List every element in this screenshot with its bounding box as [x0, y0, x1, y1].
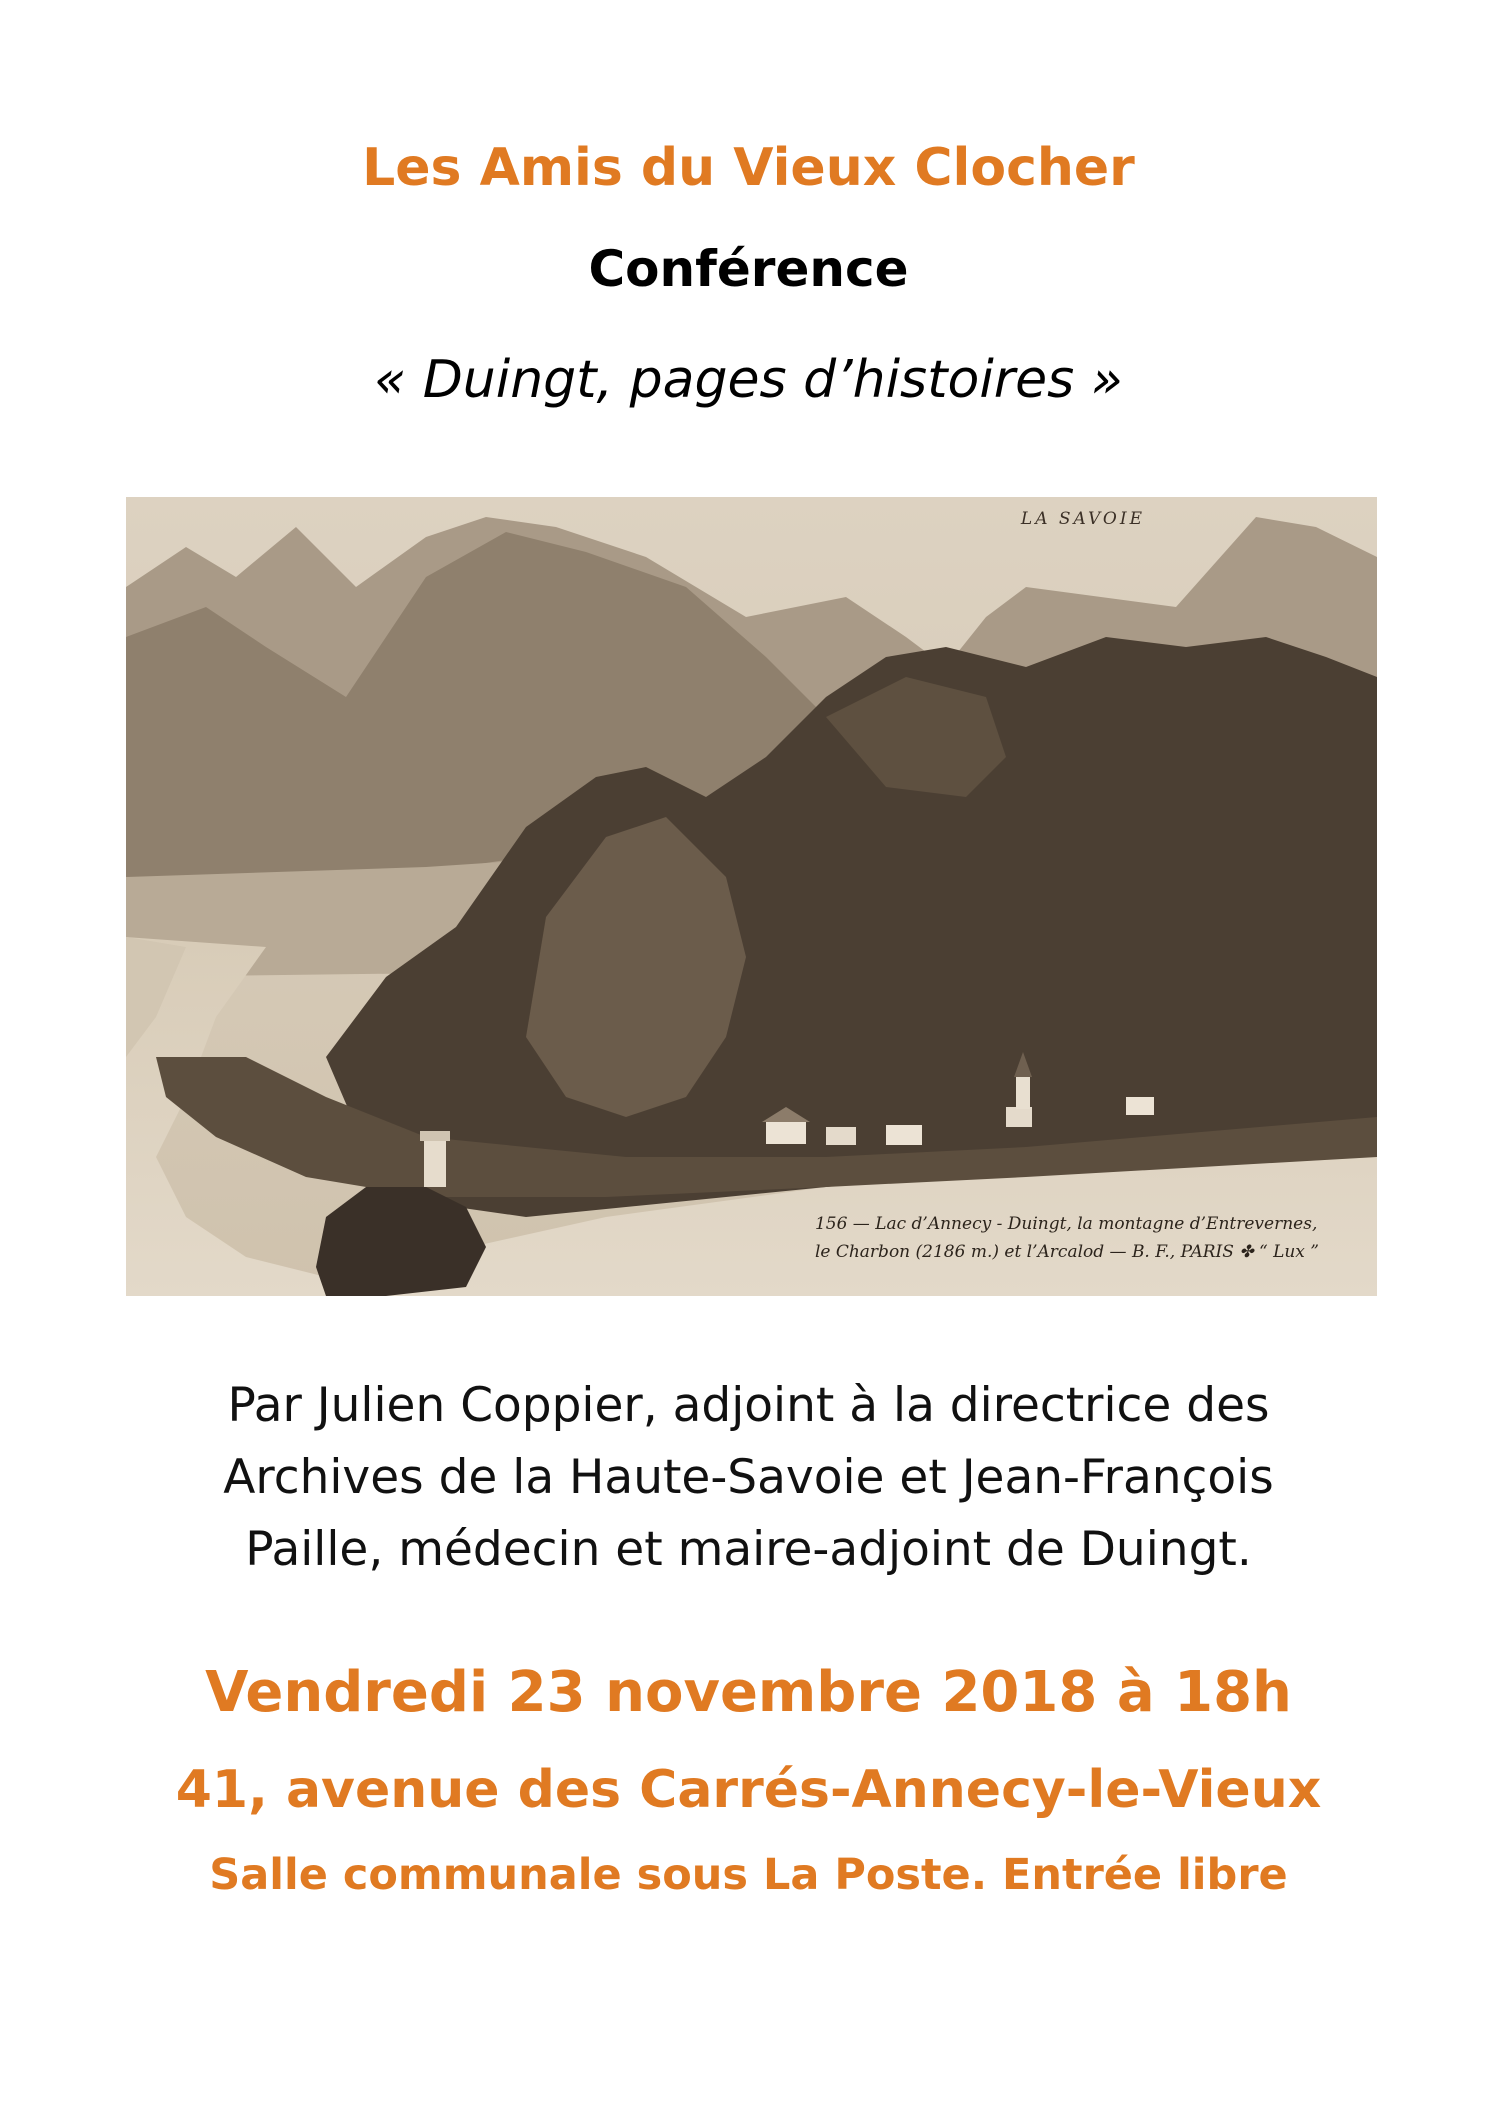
mountain-lake-illustration	[126, 497, 1377, 1296]
postcard-caption	[815, 1210, 1319, 1266]
speakers-line-1: Par Julien Coppier, adjoint à la directrice des	[227, 1378, 1270, 1433]
conference-title: « Duingt, pages d’histoires »	[374, 350, 1123, 410]
event-address: 41, avenue des Carrés-Annecy-le-Vieux	[175, 1760, 1322, 1820]
event-type-heading: Conférence	[588, 240, 909, 298]
event-date: Vendredi 23 novembre 2018 à 18h	[205, 1660, 1292, 1725]
postcard-photo	[126, 497, 1377, 1296]
speakers-line-3: Paille, médecin et maire-adjoint de Duingt.	[245, 1522, 1252, 1577]
organization-name: Les Amis du Vieux Clocher	[362, 138, 1135, 198]
speakers-line-2: Archives de la Haute-Savoie et Jean-François	[223, 1450, 1274, 1505]
event-venue: Salle communale sous La Poste. Entrée libre	[209, 1850, 1288, 1900]
speakers-paragraph	[120, 1370, 1377, 1586]
caption-line-1: 156 — Lac d’Annecy - Duingt, la montagne d’Entrevernes,	[814, 1214, 1318, 1234]
caption-line-2: le Charbon (2186 m.) et l’Arcalod — B. F., PARIS ✤ “ Lux ”	[814, 1242, 1319, 1262]
postcard-corner-label: LA SAVOIE	[1020, 509, 1145, 529]
